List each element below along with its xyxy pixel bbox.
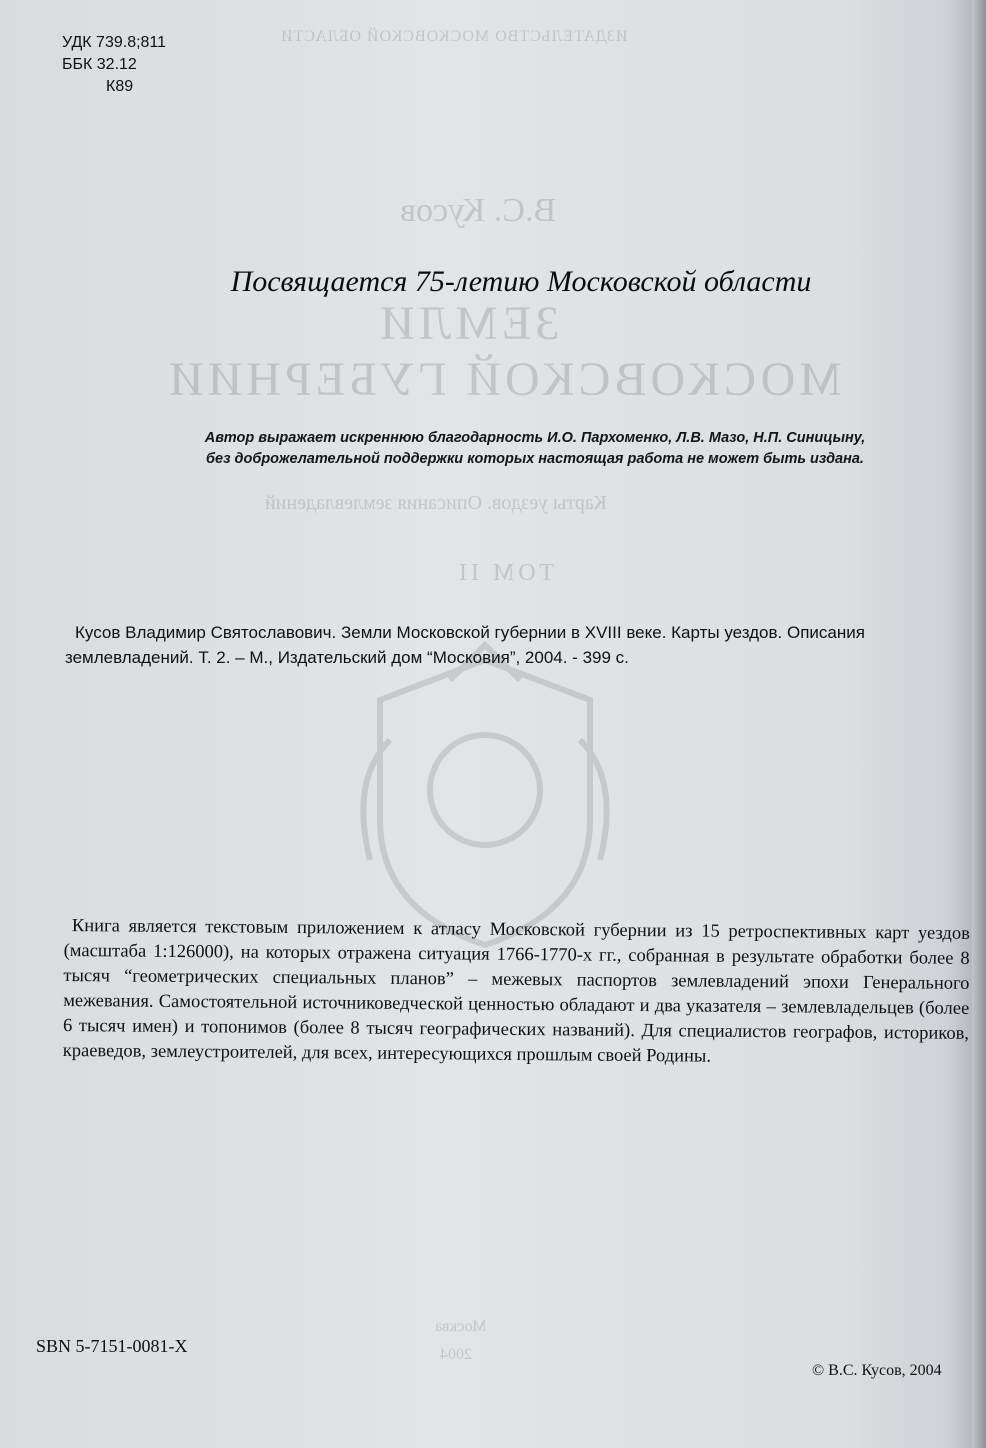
annotation-paragraph: Книга является текстовым приложением к атласу Московской губернии из 15 ретроспективных карт уездов (масштаба 1:126000), на которых отражена ситуация 1766-1770-х гг., собранная в результате обработки более 8 тысяч “геометрических специальных планов” – межевых паспортов землевладений эпохи Генерального межевания. Самостоятельной источниковедческой ценностью обладают и два указателя – землевладельцев (более 6 тысяч имен) и топонимов (более 8 тысяч географических названий). Для специалистов географов, историков, краеведов, землеустроителей, для всех, интересующихся прошлым своей Родины. [62, 916, 970, 1067]
isbn: SBN 5-7151-0081-X [36, 1336, 188, 1356]
show-through-emblem-icon [330, 640, 640, 960]
show-through-publisher: ИЗДАТЕЛЬСТВО МОСКОВСКОЙ ОБЛАСТИ [280, 28, 628, 45]
acknowledgement-line1: Автор выражает искреннюю благодарность И.О. Пархоменко, Л.В. Мазо, Н.П. Синицыну, [204, 430, 866, 446]
dedication: Посвящается 75-летию Московской области [230, 265, 812, 298]
show-through-subtitle: Карты уездов. Описания землевладений [265, 492, 607, 514]
show-through-author: В.С. Кусов [400, 192, 557, 229]
acknowledgement-line2: без доброжелательной поддержки которых настоящая работа не может быть издана. [206, 451, 864, 467]
show-through-volume: ТОМ II [455, 560, 554, 586]
show-through-title-line1: ЗЕМЛИ [376, 297, 560, 350]
show-through-year: 2004 [440, 1346, 472, 1363]
classification-block [62, 32, 166, 98]
copyright: © В.С. Кусов, 2004 [812, 1362, 942, 1379]
page-edge-shadow [972, 0, 986, 1448]
show-through-title-line2: МОСКОВСКОЙ ГУБЕРНИИ [165, 353, 842, 406]
bbk-code: ББК 32.12 [62, 56, 137, 73]
bibliographic-record: Кусов Владимир Святославович. Земли Московской губернии в XVIII веке. Карты уездов. Описания землевладений. Т. 2. – М., Издательский дом “Московия”, 2004. - 399 с. [65, 623, 865, 667]
show-through-city: Москва [435, 1318, 487, 1335]
acknowledgement [190, 428, 880, 470]
udk-code: УДК 739.8;811 [62, 34, 167, 51]
author-mark: К89 [106, 78, 134, 95]
